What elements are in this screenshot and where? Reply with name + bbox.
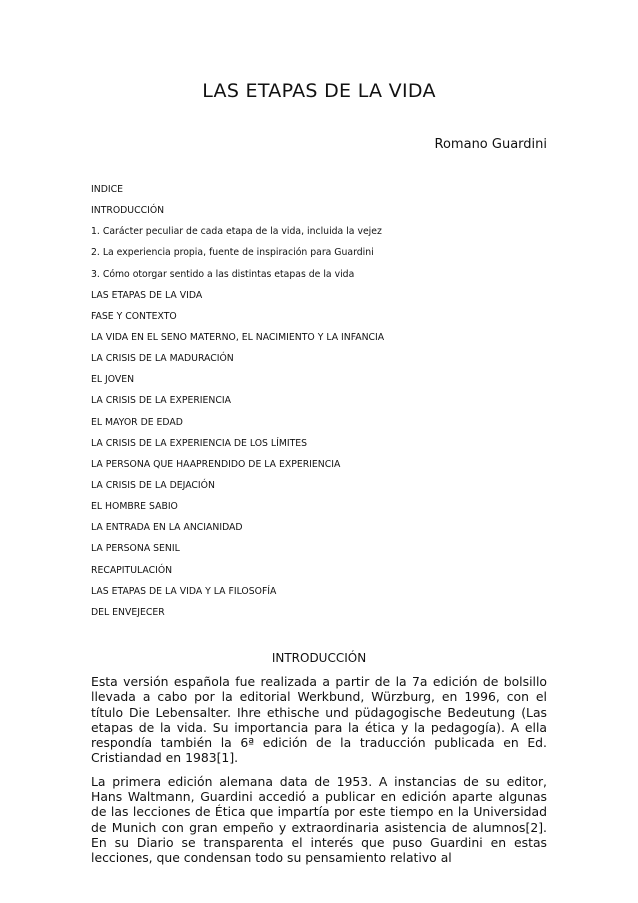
toc-entry: 3. Cómo otorgar sentido a las distintas etapas de la vida [91, 268, 355, 280]
document-title: LAS ETAPAS DE LA VIDA [202, 80, 436, 102]
toc-entry: 2. La experiencia propia, fuente de inspiración para Guardini [91, 247, 374, 259]
toc-entry: LAS ETAPAS DE LA VIDA Y LA FILOSOFÍA [91, 585, 277, 597]
toc-entry: DEL ENVEJECER [91, 606, 165, 618]
toc-entry: LA CRISIS DE LA MADURACIÓN [91, 353, 234, 365]
toc-entry: LA VIDA EN EL SENO MATERNO, EL NACIMIENTO Y LA INFANCIA [91, 331, 385, 343]
toc-entry: LA ENTRADA EN LA ANCIANIDAD [91, 522, 243, 534]
toc-entry: FASE Y CONTEXTO [91, 310, 177, 322]
toc-entry: LA CRISIS DE LA DEJACIÓN [91, 479, 215, 491]
toc-entry: LAS ETAPAS DE LA VIDA [91, 289, 203, 301]
toc-entry: LA CRISIS DE LA EXPERIENCIA DE LOS LÍMITES [91, 437, 308, 449]
body-paragraph: La primera edición alemana data de 1953. A instancias de su editor, Hans Waltmann, Guardini accedió a publicar en edición aparte algunas de las lecciones de Ética que impartía por este tiempo en la Universidad de Munich con gran empeño y extraordinaria asistencia de alumnos[2]. En su Diario se transparenta el interés que puso Guardini en estas lecciones, que condensan todo su pensamiento relativo al [91, 773, 547, 866]
toc-entry: INTRODUCCIÓN [91, 205, 165, 217]
toc-entry: RECAPITULACIÓN [91, 564, 173, 576]
section-heading: INTRODUCCIÓN [271, 651, 367, 665]
toc-entry: LA CRISIS DE LA EXPERIENCIA [91, 395, 231, 407]
toc-entry: LA PERSONA QUE HAAPRENDIDO DE LA EXPERIENCIA [91, 458, 341, 470]
toc-entry: LA PERSONA SENIL [91, 543, 180, 555]
toc-entry: EL JOVEN [91, 374, 135, 386]
toc-entry: 1. Carácter peculiar de cada etapa de la vida, incluida la vejez [91, 226, 382, 238]
toc-entry: EL HOMBRE SABIO [91, 501, 178, 513]
body-paragraph: Esta versión española fue realizada a partir de la 7a edición de bolsillo llevada a cabo por la editorial Werkbund, Würzburg, en 1996, con el título Die Lebensalter. Ihre ethische und püdagogische Bedeutung (Las etapas de la vida. Su importancia para la ética y la pedagogía). A ella respondía también la 6ª edición de la traducción publicada en Ed. Cristiandad en 1983[1]. [91, 674, 547, 766]
toc-entry: INDICE [91, 184, 123, 195]
toc-entry: EL MAYOR DE EDAD [91, 416, 183, 428]
document-author: Romano Guardini [434, 137, 547, 152]
table-of-contents [91, 185, 551, 629]
section-body [91, 674, 547, 874]
